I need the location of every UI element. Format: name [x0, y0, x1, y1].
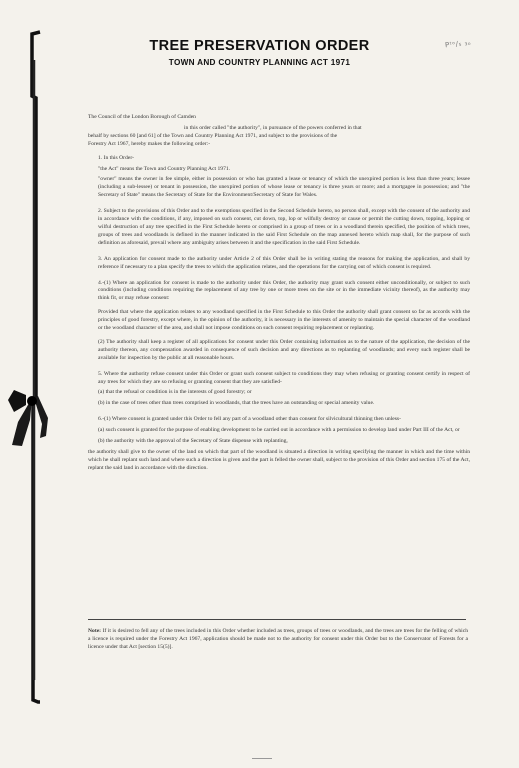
note-text: If it is desired to fell any of the trees included in this Order whether included as trees, groups of trees or woodlands, and the trees are trees for the felling of which a licence is required under the Forestry Act 1967, application should be made not to the authority for consent under this Order but to the Conservator of Forests for a licence under that Act [section 15(5)].: [88, 628, 468, 650]
section-6-b: (b) the authority with the approval of the Secretary of State dispense with replanting,: [98, 438, 288, 445]
section-5: 5. Where the authority refuse consent under this Order or grant such consent subject to conditions they may when refusing or granting consent certify in respect of any trees for which they are so refusing or granting consent that they are satisfied-: [98, 370, 470, 385]
footnote: [88, 628, 468, 652]
section-4-2: (2) The authority shall keep a register of all applications for consent under this Order containing information as to the nature of the application, the decision of the authority thereon, any compensation awarded in consequence of such decision and any directions as to replanting of woodlands; and every such register shall be available for inspection by the public at all reasonable hours.: [98, 338, 470, 361]
intro-line: in this order called "the authority", in pursuance of the powers conferred in that: [184, 124, 362, 131]
handwritten-note: Pᵗᵒ/₅ ₃ₒ: [444, 38, 472, 50]
section-5-b: (b) in the case of trees other than trees comprised in woodlands, that the trees have an outstanding or special amenity value.: [98, 400, 375, 407]
page-mark: [252, 758, 272, 759]
definition-act: "the Act" means the Town and Country Planning Act 1971.: [98, 165, 231, 172]
intro-line: behalf by sections 60 [and 61] of the Town and Country Planning Act 1971, and subject to the provisions of the: [88, 132, 338, 139]
section-6-a: (a) such consent is granted for the purpose of enabling development to be carried out in accordance with a permission to develop land under Part III of the Act, or: [98, 427, 460, 434]
council-line: The Council of the London Borough of Camden: [88, 114, 196, 120]
section-6-1: 6.-(1) Where consent is granted under this Order to fell any part of a woodland other than consent for silvicultural thinning then unless-: [98, 416, 401, 423]
section-1-heading: 1. In this Order-: [98, 154, 134, 161]
definition-owner: "owner" means the owner in fee simple, either in possession or who has granted a lease or tenancy of which the unexpired portion is less than three years; lessee (including a sub-lessee) or tenant in possession, the unexpired portion of whose lease or tenancy is three years or more; and a mortgagee in possession; and "the Secretary of State" means the Secretary of State for the Environment/Secretary of State for Wales.: [98, 176, 470, 199]
document-subtitle: TOWN AND COUNTRY PLANNING ACT 1971: [168, 58, 351, 67]
section-3: 3. An application for consent made to the authority under Article 2 of this Order shall be in writing stating the reasons for making the application, and shall by reference if necessary to a plan specify the trees to which the application relates, and the operations for the carrying out of which consent is required.: [98, 255, 470, 270]
section-6-tail: the authority shall give to the owner of the land on which that part of the woodland is situated a direction in writing specifying the manner in which and the time within which he shall replant such land and where such a direction is given and the part is felled the owner shall, subject to the provision of this Order and section 175 of the Act, replant the said land in accordance with the direction.: [88, 449, 470, 471]
order-body: [88, 114, 470, 473]
divider-rule: [88, 619, 466, 620]
binding-ribbon-icon: [0, 0, 60, 768]
intro-line: Forestry Act 1967, hereby makes the following order:-: [88, 140, 211, 147]
section-2: 2. Subject to the provisions of this Order and to the exemptions specified in the Second Schedule hereto, no person shall, except with the consent of the authority and in accordance with the conditions, if any, imposed on such consent, cut down, top, lop or wilfully destroy or cause or permit the cutting down, topping, lopping or wilful destruction of any tree specified in the First Schedule hereto or comprised in a group of trees or in a woodland therein specified, the position of which trees, groups of trees and woodlands is defined in the manner indicated in the said First Schedule on the map annexed hereto which map shall, for the purpose of such definition as aforesaid, prevail where any ambiguity arises between it and the specification in the said First Schedule.: [98, 208, 470, 246]
note-label: Note:: [88, 628, 102, 634]
section-5-a: (a) that the refusal or condition is in the interests of good forestry; or: [98, 389, 252, 396]
section-4-proviso: Provided that where the application relates to any woodland specified in the First Schedule to this Order the authority shall grant consent so far as accords with the principles of good forestry, except where, in the opinion of the authority, it is necessary in the interests of amenity to maintain the special character of the woodland or the woodland character of the area, and shall not impose conditions on such consent requiring replacement or replanting.: [98, 309, 470, 332]
section-4-1: 4.-(1) Where an application for consent is made to the authority under this Order, the authority may grant such consent either unconditionally, or subject to such conditions (including conditions requiring the replacement of any tree by one or more trees on the site or in the immediate vicinity thereof), as the authority may think fit, or may refuse consent:: [98, 279, 470, 302]
document-title: TREE PRESERVATION ORDER: [149, 38, 370, 54]
